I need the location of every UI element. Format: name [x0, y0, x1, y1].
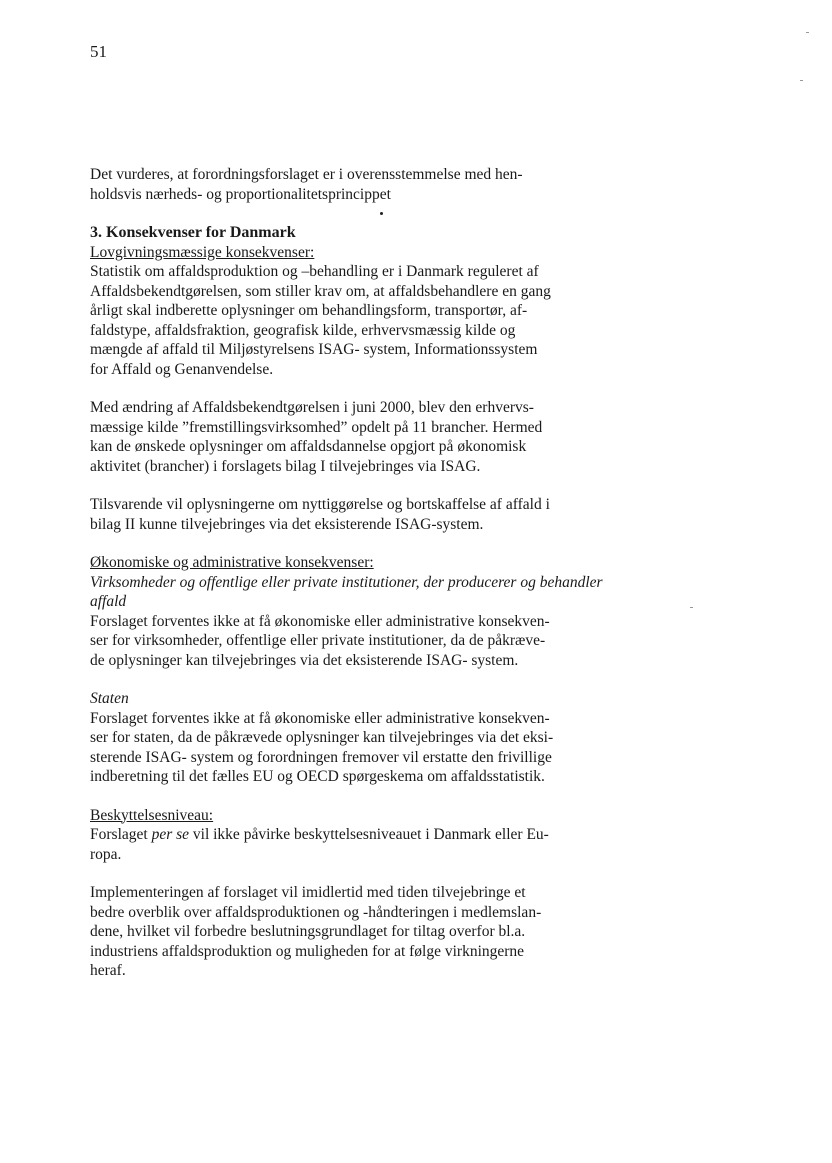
text-line: Statistik om affaldsproduktion og –behandling er i Danmark reguleret af: [90, 263, 539, 280]
lovgivning-heading: Lovgivningsmæssige konsekvenser:: [90, 243, 315, 261]
text-line: mæssige kilde ”fremstillingsvirksomhed” opdelt på 11 brancher. Hermed: [90, 418, 543, 436]
virksomheder-title-cont: affald: [90, 593, 127, 610]
edge-mark-top: [806, 32, 809, 33]
text-line: Affaldsbekendtgørelsen, som stiller krav om, at affaldsbehandlere en gang: [90, 282, 551, 300]
text-line: de oplysninger kan tilvejebringes via det eksisterende ISAG- system.: [90, 651, 519, 669]
staten-title: Staten: [90, 690, 129, 707]
lovgivning-paragraph-2: [90, 398, 630, 476]
staten-subsection: [90, 689, 630, 787]
text-line: Med ændring af Affaldsbekendtgørelsen i juni 2000, blev den erhvervs-: [90, 399, 534, 416]
beskyttelse-line-1: [90, 825, 630, 845]
text-line: dene, hvilket vil forbedre beslutningsgrundlaget for tiltag overfor bl.a.: [90, 923, 526, 940]
text-line: årligt skal indberette oplysninger om behandlingsform, transportør, af-: [90, 302, 528, 319]
beskyttelse-heading: Beskyttelsesniveau:: [90, 806, 214, 824]
text-line: ser for staten, da de påkrævede oplysninger kan tilvejebringes via det eksi-: [90, 729, 554, 746]
virksomheder-title: Virksomheder og offentlige eller private institutioner, der producerer og behandler: [90, 573, 603, 591]
text-line: for Affald og Genanvendelse.: [90, 360, 274, 378]
document-body: [90, 165, 630, 981]
text-line: kan de ønskede oplysninger om affaldsdannelse opgjort på økonomisk: [90, 438, 527, 455]
text-line: ser for virksomheder, offentlige eller private institutioner, da de påkræve-: [90, 632, 546, 649]
text-line: Forslaget forventes ikke at få økonomiske eller administrative konsekven-: [90, 612, 550, 630]
edge-mark-side: [690, 607, 693, 608]
text-line: mængde af affald til Miljøstyrelsens ISAG- system, Informationssystem: [90, 341, 538, 358]
per-se-italic: per se: [151, 826, 190, 843]
intro-line-1: Det vurderes, at forordningsforslaget er i overensstemmelse med hen-: [90, 166, 523, 183]
okonomiske-heading: Økonomiske og administrative konsekvenser:: [90, 554, 374, 571]
text-line: bilag II kunne tilvejebringes via det eksisterende ISAG-system.: [90, 515, 484, 533]
text-line: indberetning til det fælles EU og OECD spørgeskema om affaldsstatistik.: [90, 768, 545, 785]
implementering-paragraph: [90, 883, 630, 981]
edge-mark-mid: [800, 80, 803, 81]
text-line: Forslaget forventes ikke at få økonomiske eller administrative konsekven-: [90, 709, 550, 727]
section-heading: 3. Konsekvenser for Danmark: [90, 224, 296, 241]
text-line: faldstype, affaldsfraktion, geografisk kilde, erhvervsmæssig kilde og: [90, 321, 516, 339]
beskyttelse-line-2: ropa.: [90, 845, 122, 863]
text-line: Implementeringen af forslaget vil imidlertid med tiden tilvejebringe et: [90, 884, 526, 901]
lovgivning-paragraph-3: [90, 495, 630, 534]
text-line: heraf.: [90, 962, 126, 979]
text-line: aktivitet (brancher) i forslagets bilag I tilvejebringes via ISAG.: [90, 457, 481, 475]
text-line: sterende ISAG- system og forordningen fremover vil erstatte den frivillige: [90, 748, 552, 766]
page-number: 51: [90, 42, 107, 61]
virksomheder-subsection: [90, 573, 630, 671]
lovgivning-paragraph-1: [90, 262, 630, 379]
text-line: bedre overblik over affaldsproduktionen og -håndteringen i medlemslan-: [90, 903, 542, 921]
text-span: vil ikke påvirke beskyttelsesniveauet i Danmark eller Eu-: [189, 826, 549, 843]
text-line: Tilsvarende vil oplysningerne om nyttiggørelse og bortskaffelse af affald i: [90, 496, 550, 513]
text-span: Forslaget: [90, 826, 152, 843]
text-line: industriens affaldsproduktion og muligheden for at følge virkningerne: [90, 942, 525, 960]
intro-line-2: holdsvis nærheds- og proportionalitetsprincippet: [90, 185, 391, 203]
